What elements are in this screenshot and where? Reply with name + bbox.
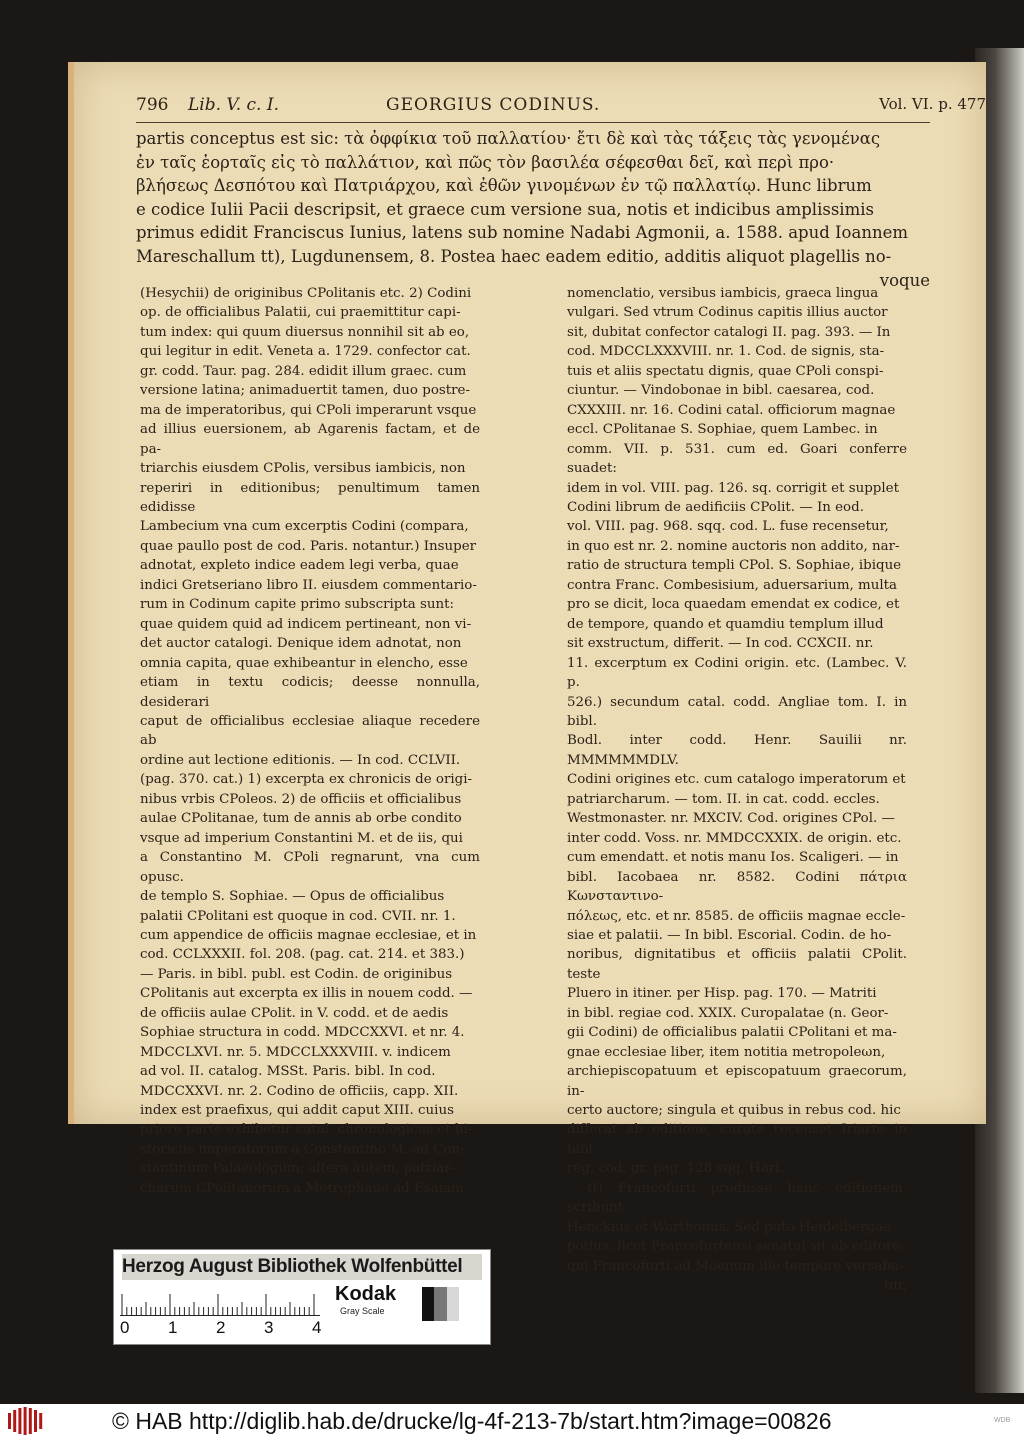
intro-line: primus edidit Franciscus Iunius, latens sub nomine Nadabi Agmonii, a. 1588. apud Ioannem	[136, 223, 908, 243]
logo-bar	[13, 1410, 16, 1432]
footnote-line: qui Francofurti ad Moenum illo tempore versaba-	[567, 1258, 904, 1274]
text-line: caput de officialibus ecclesiae aliaque recedere ab	[140, 713, 480, 749]
wdb-mark: WDB	[994, 1417, 1011, 1424]
left-column	[140, 284, 480, 1198]
text-line: archiepiscopatuum et episcopatuum graecorum, in-	[567, 1064, 907, 1099]
text-line: comm. VII. p. 531. cum ed. Goari conferre suadet:	[567, 441, 907, 477]
text-line: reperiri in editionibus; penultimum tamen edidisse	[140, 480, 480, 515]
right-column	[567, 284, 907, 1296]
text-line: ad illius euersionem, ab Agarenis factam, et de pa-	[140, 422, 480, 457]
text-line: pro se dicit, loca quaedam emendat ex codice, et	[567, 597, 900, 613]
page-header	[136, 95, 986, 125]
copyright-url[interactable]: © HAB http://diglib.hab.de/drucke/lg-4f-213-7b/start.htm?image=00826	[112, 1408, 832, 1434]
text-line: siae et palatii. — In bibl. Escorial. Codin. de ho-	[567, 927, 892, 943]
text-line: gii Codini) de officialibus palatii CPolitani et ma-	[567, 1025, 897, 1041]
text-line: — Paris. in bibl. publ. est Codin. de originibus	[140, 966, 453, 982]
text-line: adnotat, expleto indice eadem legi verba, quae	[140, 558, 459, 574]
text-line: quae paullo post de cod. Paris. notantur.) Insuper	[140, 538, 477, 554]
footnote-line: tt) Francofurti prodiisse hanc editionem, scribunt	[567, 1180, 907, 1216]
text-line: idem in vol. VIII. pag. 126. sq. corrigit et supplet	[567, 480, 899, 496]
text-line: contra Franc. Combesisium, aduersarium, multa	[567, 577, 898, 593]
text-line: nibus vrbis CPoleos. 2) de officiis et officialibus	[140, 791, 462, 807]
logo-bar	[39, 1413, 42, 1429]
text-line: etiam in textu codicis; deesse nonnulla, desiderari	[140, 675, 480, 710]
text-line: in bibl. regiae cod. XXIX. Curopalatae (n. Geor-	[567, 1005, 889, 1021]
text-line: tum index: qui quum diuersus nonnihil sit ab eo,	[140, 324, 470, 340]
archive-label-title: Herzog August Bibliothek Wolfenbüttel	[122, 1254, 482, 1280]
text-line: priore parte exhibetur catal. chronologicus et hi-	[140, 1122, 473, 1138]
text-line: certo auctore; singula et quibus in rebus cod. hic	[567, 1103, 901, 1119]
text-line: qui legitur in edit. Veneta a. 1729. confector cat.	[140, 344, 471, 360]
text-line: cod. MDCCLXXXVIII. nr. 1. Cod. de signis, sta-	[567, 344, 885, 360]
hab-logo-icon	[6, 1406, 46, 1436]
page-number: 796	[136, 95, 169, 115]
ruler-number: 1	[168, 1318, 178, 1337]
text-line: ratio de structura templi CPol. S. Sophiae, ibique	[567, 558, 902, 574]
text-line: de templo S. Sophiae. — Opus de officialibus	[140, 889, 445, 905]
text-line: inter codd. Voss. nr. MMDCCXXIX. de origin. etc.	[567, 830, 902, 846]
intro-line: e codice Iulii Pacii descripsit, et graece cum versione sua, notis et indicibus amplissimis	[136, 199, 874, 219]
footnote-line: Henckius et Warthonus. Sed puto Heidelbergae	[567, 1219, 891, 1235]
text-line: CPolitanis aut excerpta ex illis in nouem codd. —	[140, 986, 473, 1002]
text-line: de tempore, quando et quamdiu templum illud	[567, 616, 884, 632]
kodak-gray-scale-label: Gray Scale	[340, 1306, 385, 1316]
header-rule	[136, 122, 930, 123]
intro-line: voque	[879, 270, 930, 290]
text-line: vulgari. Sed vtrum Codinus capitis illius auctor	[567, 305, 888, 321]
text-line: patriarcharum. — tom. II. in cat. codd. eccles.	[567, 791, 880, 807]
text-line: reg. cod. gr. pag. 128 sqq. Harl.	[567, 1161, 784, 1177]
text-line: ma de imperatoribus, qui CPoli imperarunt vsque	[140, 402, 477, 418]
text-line: MDCCLXVI. nr. 5. MDCCLXXXVIII. v. indicem	[140, 1044, 451, 1060]
footnote-line: tur,	[883, 1278, 907, 1294]
text-line: eccl. CPolitanae S. Sophiae, quem Lambec. in	[567, 422, 878, 438]
text-line: MDCCXXVI. nr. 2. Codino de officiis, capp. XII.	[140, 1083, 459, 1099]
text-line: in quo est nr. 2. nomine auctoris non addito, nar-	[567, 538, 900, 554]
text-line: differat ab editione, curate recenset Iriarte in bibl.	[567, 1122, 907, 1157]
text-line: det auctor catalogi. Denique idem adnotat, non	[140, 636, 462, 652]
gray-scale-patch	[409, 1287, 459, 1321]
text-line: indici Gretseriano libro II. eiusdem commentario-	[140, 577, 477, 593]
text-line: Codini librum de aedificiis CPolit. — In eod.	[567, 499, 864, 515]
text-line: Bodl. inter codd. Henr. Sauilii nr. MMMMMMDLV.	[567, 733, 907, 768]
ruler-number: 2	[216, 1318, 226, 1337]
text-line: Lambecium vna cum excerptis Codini (compara,	[140, 519, 469, 535]
ruler-number: 0	[120, 1318, 130, 1337]
text-line: Codini origines etc. cum catalogo imperatorum et	[567, 772, 906, 788]
ruler-number: 3	[264, 1318, 274, 1337]
text-line: 526.) secundum catal. codd. Angliae tom. I. in bibl.	[567, 694, 907, 729]
intro-paragraph	[136, 127, 930, 292]
text-line: cum emendatt. et notis manu Ios. Scaligeri. — in	[567, 850, 899, 866]
intro-line: βλήσεως Δεσπότου καὶ Πατριάρχου, καὶ ἐθῶν γινομένων ἐν τῷ παλλατίῳ. Hunc librum	[136, 176, 872, 196]
text-line: cum appendice de officiis magnae ecclesiae, et in	[140, 927, 477, 943]
text-line: gr. codd. Taur. pag. 284. edidit illum graec. cum	[140, 363, 467, 379]
text-line: palatii CPolitani est quoque in cod. CVII. nr. 1.	[140, 908, 456, 924]
text-line: bibl. Iacobaea nr. 8582. Codini πάτρια Κωνσταντινο-	[567, 869, 907, 905]
text-line: vol. VIII. pag. 968. sqq. cod. L. fuse recensetur,	[567, 519, 889, 535]
text-line: (pag. 370. cat.) 1) excerpta ex chronicis de origi-	[140, 772, 473, 788]
text-line: index est praefixus, qui addit caput XIII. cuius	[140, 1103, 454, 1119]
text-line: omnia capita, quae exhibeantur in elencho, esse	[140, 655, 468, 671]
text-line: cod. CCLXXXII. fol. 208. (pag. cat. 214. et 383.)	[140, 947, 465, 963]
logo-bar	[29, 1408, 32, 1434]
text-line: a Constantino M. CPoli regnarunt, vna cum opusc.	[140, 850, 480, 885]
volume-reference: Vol. VI. p. 477	[879, 95, 986, 113]
logo-bar	[18, 1408, 21, 1434]
section-reference: Lib. V. c. I.	[188, 95, 279, 115]
intro-line: partis conceptus est sic: τὰ ὀφφίκια τοῦ παλλατίου· ἔτι δὲ καὶ τὰς τάξεις τὰς γενομένας	[136, 129, 881, 148]
running-title: GEORGIUS CODINUS.	[386, 95, 601, 115]
text-line: vsque ad imperium Constantini M. et de iis, qui	[140, 830, 463, 846]
kodak-brand: Kodak	[335, 1283, 397, 1305]
intro-line: Mareschallum tt), Lugdunensem, 8. Postea haec eadem editio, additis aliquot plagellis no-	[136, 246, 892, 266]
text-line: ordine aut lectione editionis. — In cod. CCLVII.	[140, 752, 461, 768]
text-line: (Hesychii) de originibus CPolitanis etc. 2) Codini	[140, 286, 472, 301]
text-line: Pluero in itiner. per Hisp. pag. 170. — Matriti	[567, 986, 877, 1002]
text-line: noribus, dignitatibus et officiis palatii CPolit. teste	[567, 947, 907, 982]
text-line: aulae CPolitanae, tum de annis ab orbe condito	[140, 811, 462, 827]
text-line: CXXXIII. nr. 16. Codini catal. officiorum magnae	[567, 402, 896, 418]
text-line: sit, dubitat confector catalogi II. pag. 393. — In	[567, 324, 891, 340]
text-line: nomenclatio, versibus iambicis, graeca lingua	[567, 286, 879, 301]
scale-ruler	[120, 1292, 320, 1316]
footnote-line: potius, licet Francofurtensi senatui sit ab editore,	[567, 1239, 905, 1255]
text-line: Sophiae structura in codd. MDCCXXVI. et nr. 4.	[140, 1025, 465, 1041]
text-line: 11. excerptum ex Codini origin. etc. (Lambec. V. p.	[567, 655, 907, 691]
ruler-number: 4	[312, 1318, 322, 1337]
text-line: ciuntur. — Vindobonae in bibl. caesarea, cod.	[567, 383, 875, 399]
text-line: op. de officialibus Palatii, cui praemittitur capi-	[140, 305, 461, 321]
text-line: gnae ecclesiae liber, item notitia metropoleωn,	[567, 1044, 886, 1060]
text-line: sit exstructum, differit. — In cod. CCXCII. nr.	[567, 636, 874, 652]
text-line: πόλεως, etc. et nr. 8585. de officiis magnae eccle-	[567, 908, 906, 924]
text-line: rum in Codinum capite primo subscripta sunt:	[140, 597, 455, 613]
text-line: versione latina; animaduertit tamen, duo postre-	[140, 383, 470, 399]
text-line: stantinum Palaeologum; altera autem, patriar-	[140, 1161, 456, 1177]
text-line: de officiis aulae CPolit. in V. codd. et de aedis	[140, 1005, 449, 1021]
text-line: ad vol. II. catalog. MSSt. Paris. bibl. In cod.	[140, 1064, 436, 1080]
text-line: triarchis eiusdem CPolis, versibus iambicis, non	[140, 461, 466, 477]
text-line: charum CPolitanorum a Metrophane ad Esaiam	[140, 1180, 464, 1196]
logo-bar	[8, 1413, 11, 1429]
text-line: quae quidem quid ad indicem pertineant, non vi-	[140, 616, 472, 632]
text-line: storicus imperatorum a Constantino M. ad Con-	[140, 1141, 465, 1157]
scale-ruler-numbers	[118, 1318, 328, 1340]
text-line: Westmonaster. nr. MXCIV. Cod. origines CPol. —	[567, 811, 895, 827]
logo-bar	[24, 1407, 27, 1435]
text-line: tuis et aliis spectatu dignis, quae CPoli conspi-	[567, 363, 884, 379]
intro-line: ἐν ταῖς ἑορταῖς εἰς τὸ παλλάτιον, καὶ πῶς τὸν βασιλέα σέφεσθαι δεῖ, καὶ περὶ προ·	[136, 152, 835, 172]
logo-bar	[34, 1410, 37, 1432]
